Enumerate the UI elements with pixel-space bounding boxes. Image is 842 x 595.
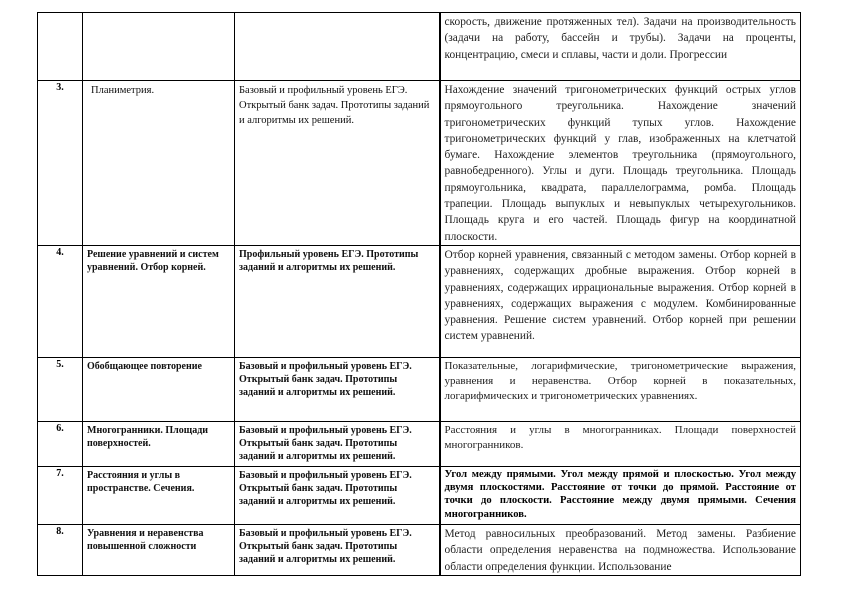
- topic-cell: Расстояния и углы в пространстве. Сечения.: [83, 466, 235, 524]
- level-cell: Базовый и профильный уровень ЕГЭ. Открытый банк задач. Прототипы заданий и алгоритмы их решений.: [235, 357, 440, 421]
- topic-cell: Обобщающее повторение: [83, 357, 235, 421]
- table-row: [38, 13, 801, 81]
- table-row: [38, 524, 801, 575]
- content-cell: Расстояния и углы в многогранниках. Площади поверхностей многогранников.: [440, 421, 801, 466]
- level-cell: Базовый и профильный уровень ЕГЭ. Открытый банк задач. Прототипы заданий и алгоритмы их решений.: [235, 524, 440, 575]
- row-number-cell: 6.: [38, 421, 83, 466]
- level-cell: Базовый и профильный уровень ЕГЭ. Открытый банк задач. Прототипы заданий и алгоритмы их решений.: [235, 466, 440, 524]
- curriculum-table: [37, 12, 801, 576]
- table-row: [38, 421, 801, 466]
- content-cell: Показательные, логарифмические, тригонометрические выражения, уравнения и неравенства. Отбор корней в показательных, логарифмических и тригонометрических уравнениях.: [440, 357, 801, 421]
- topic-cell: Планиметрия.: [83, 81, 235, 246]
- row-number-cell: 4.: [38, 245, 83, 357]
- level-cell: Базовый и профильный уровень ЕГЭ. Открытый банк задач. Прототипы заданий и алгоритмы их решений.: [235, 421, 440, 466]
- row-number-cell: 7.: [38, 466, 83, 524]
- content-cell: Угол между прямыми. Угол между прямой и плоскостью. Угол между двумя плоскостями. Расстояние от точки до прямой. Расстояние от точки до плоскости. Расстояние между двумя прямыми. Сечения многогранников.: [440, 466, 801, 524]
- content-cell: скорость, движение протяженных тел). Задачи на производительность (задачи на работу, бассейн и трубы). Задачи на проценты, концентрацию, смеси и сплавы, части и доли. Прогрессии: [440, 13, 801, 81]
- content-cell: Отбор корней уравнения, связанный с методом замены. Отбор корней в уравнениях, содержащих дробные выражения. Отбор корней в уравнениях, содержащих иррациональные выражения. Отбор корней в уравнениях, содержащих выражения с модулем. Комбинированные уравнения. Решение систем уравнений. Отбор корней при решении систем уравнений.: [440, 245, 801, 357]
- level-cell: Профильный уровень ЕГЭ. Прототипы заданий и алгоритмы их решений.: [235, 245, 440, 357]
- content-cell: Нахождение значений тригонометрических функций острых углов прямоугольного треугольника. Нахождение значений тригонометрических функций тупых углов. Нахождение тригонометрических функций у глав, изображенных на клетчатой бумаге. Нахождение элементов треугольника (прямоугольного, равнобедренного). Углы и дуги. Площадь треугольника. Площадь прямоугольника, квадрата, параллелограмма, ромба. Площадь трапеции. Площадь выпуклых и невыпуклых четырехугольников. Площадь круга и его частей. Площадь фигур на координатной плоскости.: [440, 81, 801, 246]
- topic-cell: [83, 13, 235, 81]
- table-row: [38, 81, 801, 246]
- content-cell: Метод равносильных преобразований. Метод замены. Разбиение области определения неравенства на подмножества. Использование области определения функции. Использование: [440, 524, 801, 575]
- table-row: [38, 245, 801, 357]
- row-number-cell: 5.: [38, 357, 83, 421]
- level-cell: Базовый и профильный уровень ЕГЭ. Открытый банк задач. Прототипы заданий и алгоритмы их решений.: [235, 81, 440, 246]
- level-cell: [235, 13, 440, 81]
- row-number-cell: [38, 13, 83, 81]
- row-number-cell: 8.: [38, 524, 83, 575]
- topic-cell: Многогранники. Площади поверхностей.: [83, 421, 235, 466]
- topic-cell: Решение уравнений и систем уравнений. Отбор корней.: [83, 245, 235, 357]
- topic-cell: Уравнения и неравенства повышенной сложности: [83, 524, 235, 575]
- table-row: [38, 466, 801, 524]
- row-number-cell: 3.: [38, 81, 83, 246]
- table-row: [38, 357, 801, 421]
